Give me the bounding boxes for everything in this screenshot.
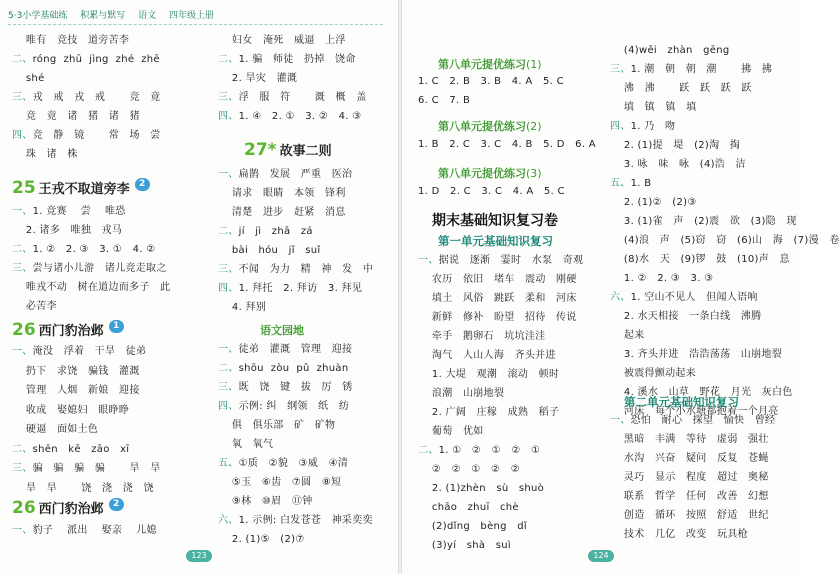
answer-line bbox=[418, 185, 565, 199]
answer-line bbox=[218, 343, 352, 357]
answer-line bbox=[610, 139, 740, 153]
lesson-27-title bbox=[244, 140, 332, 160]
answer-line bbox=[610, 291, 758, 305]
answer-text: 尝与诸小儿游 诸儿竞走取之 bbox=[32, 263, 167, 274]
answer-text: 1. ④ 2. ① 3. ② 4. ③ bbox=[238, 111, 362, 122]
answer-line bbox=[610, 158, 746, 172]
answer-line bbox=[610, 471, 769, 485]
answer-text: 戎 戒 戎 戒 竞 竟 bbox=[32, 92, 161, 103]
right-page bbox=[402, 0, 840, 574]
answer-line bbox=[610, 82, 752, 96]
answer-text: 必苦李 bbox=[12, 301, 57, 312]
answer-text: ② ② ① ② ② bbox=[418, 464, 520, 475]
answer-line bbox=[418, 425, 484, 439]
item-number: 三、 bbox=[12, 463, 33, 474]
answer-line bbox=[610, 367, 696, 381]
answer-line bbox=[218, 476, 341, 490]
answer-text: 1. 潮 朝 朝 潮 拂 拂 bbox=[630, 64, 773, 75]
answer-line bbox=[12, 205, 126, 219]
answer-text: 清楚 进步 赶紧 消息 bbox=[218, 207, 346, 218]
answer-text: 不闻 为力 精 神 发 中 bbox=[238, 264, 374, 275]
answer-line bbox=[12, 345, 146, 359]
answer-text: 2. (1)提 堤 (2)淘 掏 bbox=[610, 140, 741, 151]
answer-text: 竞 静 镜 常 场 尝 bbox=[32, 130, 161, 141]
answer-line bbox=[610, 63, 772, 77]
answer-line bbox=[218, 495, 313, 509]
series-name: 5·3小学基础练 bbox=[8, 11, 68, 21]
answer-text: 1. B bbox=[630, 178, 652, 189]
unit2-review-title: 第二单元基础知识复习 bbox=[624, 395, 739, 409]
answer-text: 1. ① ② ① ② ① bbox=[438, 445, 541, 456]
lesson-title-text: 故事二则 bbox=[279, 144, 332, 159]
item-number: 四、 bbox=[218, 401, 239, 412]
item-number: 五、 bbox=[610, 178, 631, 189]
answer-text: bài hóu jǐ suǐ bbox=[218, 245, 321, 256]
answer-text: 徒弟 灌溉 管理 迎接 bbox=[238, 344, 353, 355]
answer-text: róng zhū jìng zhé zhē bbox=[32, 54, 160, 65]
answer-line bbox=[218, 419, 335, 433]
answer-line bbox=[418, 482, 544, 496]
answer-line bbox=[418, 138, 596, 152]
answer-text: 1. 骗 师徒 扔掉 饶命 bbox=[238, 54, 356, 65]
answer-line bbox=[418, 75, 564, 89]
answer-text: shé bbox=[12, 73, 45, 84]
answer-line bbox=[418, 406, 559, 420]
answer-text: 2. 诸多 唯独 戎马 bbox=[12, 225, 123, 236]
answer-text: 俱 俱乐部 矿 矿物 bbox=[218, 420, 336, 431]
answer-text: 2. (1)⑤ (2)⑦ bbox=[218, 534, 305, 545]
answer-text: 妇女 淹死 威逼 上浮 bbox=[218, 35, 346, 46]
book-name: 积累与默写 bbox=[80, 11, 126, 21]
answer-text: 3. (1)雀 声 (2)震 欲 (3)隐 现 bbox=[610, 216, 797, 227]
lesson-26-title-2 bbox=[12, 498, 124, 518]
answer-text: 2. 广阔 庄稼 成熟 稻子 bbox=[418, 407, 560, 418]
final-review-title: 期末基础知识复习卷 bbox=[432, 213, 558, 229]
answer-text: 2. 旱灾 灌溉 bbox=[218, 73, 298, 84]
answer-line bbox=[418, 330, 546, 344]
answer-text: 1. C 2. B 3. B 4. A 5. C bbox=[418, 76, 564, 87]
item-number: 三、 bbox=[218, 382, 239, 393]
answer-text: 扔下 求饶 骗钱 灌溉 bbox=[12, 365, 140, 377]
item-number: 二、 bbox=[218, 363, 239, 374]
answer-text: 1. ② 2. ③ 3. ① 4. ② bbox=[32, 244, 156, 255]
answer-line bbox=[218, 72, 297, 86]
answer-text: 河床 每个小水塘都抱着一个月亮 bbox=[610, 406, 779, 417]
lesson-badge: 2 bbox=[135, 178, 150, 191]
grade-name: 四年级上册 bbox=[168, 11, 214, 21]
answer-line bbox=[218, 206, 346, 220]
item-number: 四、 bbox=[218, 283, 239, 294]
answer-text: 灵巧 显示 程度 超过 奥秘 bbox=[610, 472, 769, 483]
answer-text: 豹子 派出 娶亲 儿媳 bbox=[32, 525, 157, 536]
answer-line bbox=[218, 438, 273, 452]
answer-line bbox=[218, 225, 313, 239]
unit-part: (1) bbox=[526, 58, 542, 71]
answer-line bbox=[12, 91, 161, 105]
answer-line bbox=[610, 414, 775, 428]
answer-line bbox=[418, 444, 540, 458]
answer-text: 1. 乃 吻 bbox=[630, 121, 676, 132]
answer-text: (4)wěi zhàn gēng bbox=[610, 45, 730, 56]
answer-line bbox=[610, 509, 769, 523]
item-number: 四、 bbox=[12, 130, 33, 141]
answer-line bbox=[418, 273, 577, 287]
unit-part: (2) bbox=[526, 120, 542, 133]
answer-line bbox=[12, 365, 140, 379]
answer-line bbox=[218, 282, 362, 296]
answer-text: 4. 溪水 山草 野花 月光 灰白色 bbox=[610, 387, 793, 398]
answer-text: 浪潮 山崩地裂 bbox=[418, 388, 505, 399]
answer-line bbox=[610, 234, 840, 248]
answer-line bbox=[12, 72, 45, 86]
answer-text: 1. 拜托 2. 拜访 3. 拜见 bbox=[238, 283, 363, 294]
answer-text: 1. D 2. C 3. C 4. A 5. C bbox=[418, 186, 565, 197]
answer-line bbox=[610, 452, 769, 466]
item-number: 二、 bbox=[12, 443, 33, 455]
answer-line bbox=[418, 387, 504, 401]
answer-text: 2. (1)zhèn sù shuò bbox=[418, 483, 545, 494]
answer-text: 1. B 2. C 3. C 4. B 5. D 6. A bbox=[418, 139, 596, 150]
item-number: 二、 bbox=[418, 445, 439, 456]
answer-text: (4)浪 声 (5)窃 窃 (6)山 海 (7)漫 卷 bbox=[610, 235, 840, 246]
item-number: 一、 bbox=[12, 525, 33, 536]
answer-line bbox=[418, 311, 577, 325]
answer-text: 沸 沸 跃 跃 跃 跃 bbox=[610, 83, 752, 94]
lesson-title-text: 王戎不取道旁李 bbox=[38, 182, 130, 197]
answer-text: 黑暗 丰满 等待 虚弱 强壮 bbox=[610, 434, 769, 445]
answer-text: 淘气 人山人海 齐头并进 bbox=[418, 350, 556, 361]
item-number: 二、 bbox=[218, 54, 239, 65]
answer-line bbox=[610, 177, 651, 191]
subject-name: 语文 bbox=[138, 11, 157, 21]
answer-line bbox=[610, 490, 769, 504]
item-number: 三、 bbox=[12, 263, 33, 274]
item-number: 五、 bbox=[218, 458, 239, 469]
item-number: 六、 bbox=[610, 292, 631, 303]
item-number: 一、 bbox=[418, 255, 439, 266]
item-number: 二、 bbox=[218, 226, 239, 237]
answer-text: 农历 依旧 堵车 震动 刚硬 bbox=[418, 274, 577, 285]
answer-line bbox=[610, 433, 769, 447]
answer-text: 技术 几亿 改变 玩具枪 bbox=[610, 529, 748, 540]
answer-text: 恐怕 耐心 探望 愉快 曾经 bbox=[630, 415, 776, 426]
item-number: 一、 bbox=[12, 346, 33, 357]
answer-line bbox=[12, 300, 57, 314]
answer-line bbox=[218, 533, 305, 547]
lesson-badge: 2 bbox=[109, 498, 124, 511]
answer-line bbox=[12, 53, 160, 67]
answer-line bbox=[610, 528, 748, 542]
answer-line bbox=[12, 524, 157, 538]
answer-line bbox=[218, 514, 373, 528]
answer-text: 收成 娶媳妇 眼睁睁 bbox=[12, 404, 130, 416]
answer-line bbox=[418, 463, 520, 477]
answer-line bbox=[218, 244, 320, 258]
answer-text: 6. C 7. B bbox=[418, 95, 471, 106]
answer-text: 起来 bbox=[610, 330, 645, 341]
answer-text: (2)dǐng bèng dǐ bbox=[418, 521, 527, 532]
answer-text: 旱 旱 饶 浇 浇 饶 bbox=[12, 482, 154, 494]
page-number-right: 124 bbox=[588, 550, 614, 562]
answer-text: 唯戎不动 树在道边而多子 此 bbox=[12, 282, 171, 293]
answer-text: ①质 ②貌 ③威 ④清 bbox=[238, 458, 349, 469]
answer-line bbox=[610, 44, 730, 58]
answer-text: 竞 竟 诸 猪 诸 猪 bbox=[12, 111, 140, 122]
answer-text: 填土 风俗 跳跃 柔和 河床 bbox=[418, 293, 577, 304]
answer-line bbox=[610, 253, 790, 267]
answer-text: shōu zòu pǔ zhuàn bbox=[238, 363, 349, 374]
answer-text: chāo zhuī chè bbox=[418, 502, 519, 513]
answer-line bbox=[12, 281, 170, 295]
lesson-number: 26 bbox=[12, 498, 36, 518]
answer-line bbox=[12, 443, 129, 457]
answer-text: 1. 大堤 观潮 滚动 顿时 bbox=[418, 369, 560, 380]
answer-text: 填 镇 镇 填 bbox=[610, 102, 697, 113]
answer-line bbox=[610, 101, 696, 115]
unit-title-text: 第八单元提优练习 bbox=[438, 58, 526, 71]
item-number: 一、 bbox=[218, 344, 239, 355]
answer-line bbox=[418, 539, 511, 553]
answer-line bbox=[12, 404, 129, 418]
unit8-practice-1-title bbox=[438, 56, 542, 72]
answer-line bbox=[12, 110, 140, 124]
answer-line bbox=[12, 129, 161, 143]
item-number: 一、 bbox=[12, 206, 33, 217]
answer-line bbox=[218, 381, 353, 395]
page-number-left: 123 bbox=[186, 550, 212, 562]
answer-line bbox=[610, 310, 761, 324]
answer-text: 唯有 竞技 道旁苦李 bbox=[12, 35, 130, 46]
answer-text: (8)水 天 (9)锣 鼓 (10)声 息 bbox=[610, 254, 790, 265]
answer-line bbox=[418, 254, 583, 268]
answer-line bbox=[218, 34, 346, 48]
answer-text: 请求 眼睛 本领 锋利 bbox=[218, 188, 346, 199]
answer-text: 2. 水天相接 一条白线 沸腾 bbox=[610, 311, 762, 322]
answer-text: 珠 诸 株 bbox=[12, 149, 78, 160]
answer-line bbox=[610, 348, 782, 362]
answer-text: 水沟 兴奋 疑问 反复 苍蝇 bbox=[610, 453, 769, 464]
answer-text: 牵手 鹅卵石 坑坑洼洼 bbox=[418, 331, 546, 342]
answer-line bbox=[218, 263, 373, 277]
lesson-26-title-1 bbox=[12, 320, 124, 340]
item-number: 二、 bbox=[12, 54, 33, 65]
answer-line bbox=[12, 224, 122, 238]
answer-text: 硬逼 面如土色 bbox=[12, 424, 99, 435]
left-page bbox=[0, 0, 398, 574]
item-number: 四、 bbox=[610, 121, 631, 132]
answer-text: 管理 人烟 新娘 迎接 bbox=[12, 385, 140, 396]
answer-line bbox=[12, 262, 167, 276]
item-number: 三、 bbox=[12, 92, 33, 103]
item-number: 三、 bbox=[218, 264, 239, 275]
answer-line bbox=[218, 457, 348, 471]
answer-line bbox=[418, 349, 556, 363]
answer-line bbox=[218, 362, 348, 376]
lesson-number: 25 bbox=[12, 178, 36, 198]
answer-text: 骗 骗 骗 骗 旱 旱 bbox=[32, 463, 161, 474]
answer-text: 1. 空山不见人 但闻人语响 bbox=[630, 292, 758, 303]
answer-text: 1. 示例: 白发苍苍 神采奕奕 bbox=[238, 515, 373, 526]
answer-text: (3)yí shà suì bbox=[418, 540, 511, 551]
item-number: 四、 bbox=[218, 111, 239, 122]
unit-part: (3) bbox=[526, 167, 542, 180]
answer-text: 1. 竞赛 尝 唯恐 bbox=[32, 206, 126, 217]
answer-text: 2. (1)② (2)③ bbox=[610, 197, 697, 208]
answer-line bbox=[610, 120, 675, 134]
answer-line bbox=[218, 110, 361, 124]
lesson-badge: 1 bbox=[109, 320, 124, 333]
answer-text: 3. 齐头并进 浩浩荡荡 山崩地裂 bbox=[610, 349, 783, 360]
lesson-title-text: 西门豹治邺 bbox=[38, 324, 104, 339]
answer-text: 氧 氧气 bbox=[218, 439, 274, 450]
answer-text: 浮 服 符 溉 概 盖 bbox=[238, 92, 367, 103]
answer-text: ⑤玉 ⑥齿 ⑦圆 ⑧短 bbox=[218, 477, 342, 488]
answer-text: 既 饶 键 拔 厉 锈 bbox=[238, 382, 353, 393]
answer-line bbox=[12, 462, 161, 476]
answer-line bbox=[218, 400, 349, 414]
answer-line bbox=[218, 168, 352, 182]
item-number: 二、 bbox=[12, 244, 33, 255]
answer-line bbox=[12, 148, 78, 162]
answer-text: jí jì zhā zá bbox=[238, 226, 313, 237]
unit-title-text: 第八单元提优练习 bbox=[438, 120, 526, 133]
answer-text: 新鲜 修补 盼望 招待 传说 bbox=[418, 312, 577, 323]
unit1-review-title: 第一单元基础知识复习 bbox=[438, 234, 553, 248]
yuwen-yuandi-title: 语文园地 bbox=[260, 324, 304, 337]
lesson-title-text: 西门豹治邺 bbox=[38, 502, 104, 517]
answer-line bbox=[218, 187, 346, 201]
answer-line bbox=[610, 329, 645, 343]
answer-line bbox=[12, 423, 98, 437]
answer-text: shēn kē zāo xī bbox=[32, 443, 130, 455]
answer-text: 据说 逐渐 霎时 水泵 奇观 bbox=[438, 255, 584, 266]
unit8-practice-2-title bbox=[438, 118, 542, 134]
answer-text: 扁鹊 发展 严重 医治 bbox=[238, 169, 353, 180]
lesson-number: 26 bbox=[12, 320, 36, 340]
answer-line bbox=[218, 91, 367, 105]
answer-text: 4. 拜别 bbox=[218, 302, 267, 313]
item-number: 三、 bbox=[218, 92, 239, 103]
answer-line bbox=[418, 368, 559, 382]
item-number: 一、 bbox=[218, 169, 239, 180]
answer-text: 1. ② 2. ③ 3. ③ bbox=[610, 273, 714, 284]
answer-line bbox=[12, 34, 129, 48]
answer-text: 淹没 浮着 干旱 徒弟 bbox=[32, 346, 147, 357]
header-divider bbox=[8, 24, 383, 25]
answer-line bbox=[610, 272, 713, 286]
lesson-25-title bbox=[12, 178, 150, 198]
answer-text: 被震得颤动起来 bbox=[610, 368, 697, 379]
answer-line bbox=[610, 215, 797, 229]
answer-line bbox=[418, 501, 519, 515]
lesson-number: 27* bbox=[244, 140, 277, 160]
answer-text: 示例: 纠 纲领 纸 纺 bbox=[238, 401, 350, 412]
answer-line bbox=[218, 301, 266, 315]
item-number: 一、 bbox=[610, 415, 631, 426]
answer-line bbox=[218, 53, 356, 67]
answer-text: 创造 循环 按照 舒适 世纪 bbox=[610, 510, 769, 521]
unit8-practice-3-title bbox=[438, 165, 542, 181]
answer-line bbox=[418, 94, 470, 108]
unit-title-text: 第八单元提优练习 bbox=[438, 167, 526, 180]
answer-line bbox=[12, 482, 154, 496]
answer-text: 3. 咏 味 咏 (4)浩 洁 bbox=[610, 159, 746, 170]
answer-line bbox=[610, 196, 697, 210]
answer-line bbox=[418, 292, 577, 306]
answer-line bbox=[12, 243, 155, 257]
item-number: 六、 bbox=[218, 515, 239, 526]
answer-line bbox=[418, 520, 527, 534]
answer-line bbox=[12, 384, 140, 398]
answer-text: ⑨林 ⑩眉 ⑪钟 bbox=[218, 496, 313, 507]
item-number: 三、 bbox=[610, 64, 631, 75]
answer-text: 联系 哲学 任何 改善 幻想 bbox=[610, 491, 769, 502]
answer-text: 葡萄 优如 bbox=[418, 426, 484, 437]
page-header bbox=[8, 8, 224, 21]
